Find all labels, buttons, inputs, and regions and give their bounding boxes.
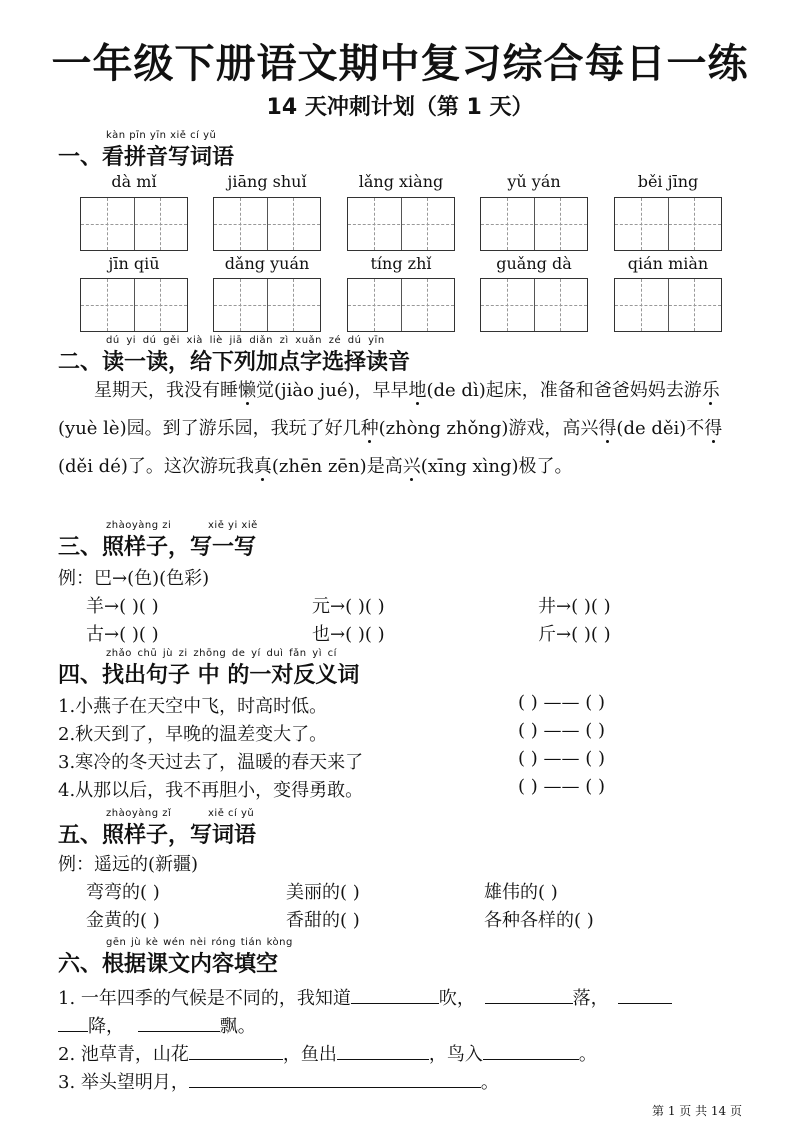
section-5-pinyin-2: xiě cí yǔ [208,808,255,819]
writing-box[interactable] [480,197,588,251]
fill-blank[interactable] [351,985,439,1004]
word-item: 斤→( )( ) [538,624,611,645]
fill-blank[interactable] [58,1013,88,1032]
pinyin-label: dǎng yuán [224,254,310,273]
page-subtitle: 14 天冲刺计划（第 1 天） [266,95,534,120]
fill-blank[interactable] [618,985,672,1004]
writing-box[interactable] [213,197,321,251]
sentence-item: 1.小燕子在天空中飞，时高时低。 [58,696,328,717]
sentence-item: 2.秋天到了，早晚的温差变大了。 [58,724,328,745]
writing-box[interactable] [614,278,722,332]
writing-box[interactable] [80,197,188,251]
section-1-title: 一、看拼音写词语 [58,145,235,170]
passage-text: (de dì)起床，准备和爸 [426,380,612,401]
writing-box[interactable] [347,197,455,251]
passage-text: (zhēn zēn)是高 [271,456,403,477]
phrase-item: 弯弯的( ) [86,882,160,903]
passage-text: (zhòng zhǒng)游 [378,418,527,439]
word-item: 也→( )( ) [312,624,385,645]
pinyin-label: jīn qiū [108,254,160,273]
pinyin-label: jiāng shuǐ [227,172,307,191]
fill-line-2: 降， 飘。 [58,1012,256,1038]
section-4-title: 四、找出句子 中 的一对反义词 [58,663,360,688]
section-3-pinyin-1: zhàoyàng zi [106,520,172,531]
passage-text: (de děi)不 [616,418,705,439]
antonym-answer-blank[interactable]: ( ) —— ( ) [518,776,605,797]
pinyin-label: lǎng xiàng [358,172,444,191]
writing-box[interactable] [213,278,321,332]
dotted-char: 兴 [402,456,421,477]
phrase-item: 各种各样的( ) [484,910,594,931]
page-title: 一年级下册语文期中复习综合每日一练 [51,41,749,87]
fill-blank[interactable] [138,1013,220,1032]
section-6-pinyin: gēn jù kè wén nèi róng tián kòng [106,937,293,948]
section-3-title: 三、照样子，写一写 [58,535,257,560]
fill-blank[interactable] [189,1069,481,1088]
word-item: 元→( )( ) [312,596,385,617]
fill-line-3: 2. 池草青，山花 ，鱼出 ，鸟入 。 [58,1040,597,1066]
phrase-item: 雄伟的( ) [484,882,558,903]
sentence-item: 4.从那以后，我不再胆小，变得勇敢。 [58,780,364,801]
pinyin-label: qián miàn [627,254,709,273]
dotted-char: 得 [598,418,617,439]
dotted-char: 地 [408,380,427,401]
dotted-char: 懒 [238,380,256,401]
antonym-answer-blank[interactable]: ( ) —— ( ) [518,748,605,769]
section-5-pinyin-1: zhàoyàng zǐ [106,808,172,819]
fill-line-1: 1. 一年四季的气候是不同的，我知道 吹， 落， [58,984,672,1010]
fill-blank[interactable] [483,1041,579,1060]
writing-box[interactable] [347,278,455,332]
fill-blank[interactable] [337,1041,429,1060]
section-5-example: 例：遥远的(新疆) [58,854,199,875]
fill-blank[interactable] [189,1041,283,1060]
passage-text: 星期天，我没有睡 [94,380,238,401]
pinyin-label: běi jīng [637,172,699,191]
section-6-title: 六、根据课文内容填空 [58,952,279,977]
page-footer: 第 1 页 共 14 页 [652,1104,742,1118]
pinyin-label: dà mǐ [111,172,157,191]
passage-text: (yuè lè)园。到了游乐园，我玩了好几 [58,418,361,439]
sentence-item: 3.寒冷的冬天过去了，温暖的春天来了 [58,752,364,773]
antonym-answer-blank[interactable]: ( ) —— ( ) [518,720,605,741]
writing-box[interactable] [480,278,588,332]
dotted-char: 真 [253,456,272,477]
writing-box[interactable] [80,278,188,332]
fill-blank[interactable] [485,985,573,1004]
pinyin-label: tíng zhǐ [370,254,432,273]
section-2-title: 二、读一读，给下列加点字选择读音 [58,350,411,375]
section-3-pinyin-2: xiě yi xiě [208,520,258,531]
pinyin-label: guǎng dà [496,254,572,273]
phrase-item: 香甜的( ) [286,910,360,931]
word-item: 井→( )( ) [538,596,611,617]
phrase-item: 美丽的( ) [286,882,360,903]
dotted-char: 得 [704,418,723,439]
passage-text: 爸妈妈去游 [611,380,702,401]
passage-text: 觉(jiào jué)，早早 [256,380,409,401]
phrase-item: 金黄的( ) [86,910,160,931]
reading-passage [58,372,748,486]
section-5-title: 五、照样子，写词语 [58,823,257,848]
dotted-char: 乐 [701,380,720,401]
fill-line-4: 3. 举头望明月， 。 [58,1068,499,1094]
dotted-char: 种 [360,418,379,439]
section-1-pinyin: kàn pīn yīn xiě cí yǔ [106,130,217,141]
passage-text: (děi dé)了。这次游玩我 [58,456,254,477]
passage-text: 戏，高兴 [526,418,599,439]
passage-text: (xīng xìng)极了。 [420,456,573,477]
antonym-answer-blank[interactable]: ( ) —— ( ) [518,692,605,713]
word-item: 古→( )( ) [86,624,159,645]
writing-box[interactable] [614,197,722,251]
section-3-example: 例：巴→(色)(色彩) [58,568,210,589]
word-item: 羊→( )( ) [86,596,159,617]
section-4-pinyin: zhǎo chū jù zi zhōng de yí duì fǎn yì cí [106,648,337,659]
pinyin-label: yǔ yán [507,172,561,191]
section-2-pinyin: dú yi dú gěi xià liè jiā diǎn zì xuǎn zé dú yīn [106,335,385,346]
